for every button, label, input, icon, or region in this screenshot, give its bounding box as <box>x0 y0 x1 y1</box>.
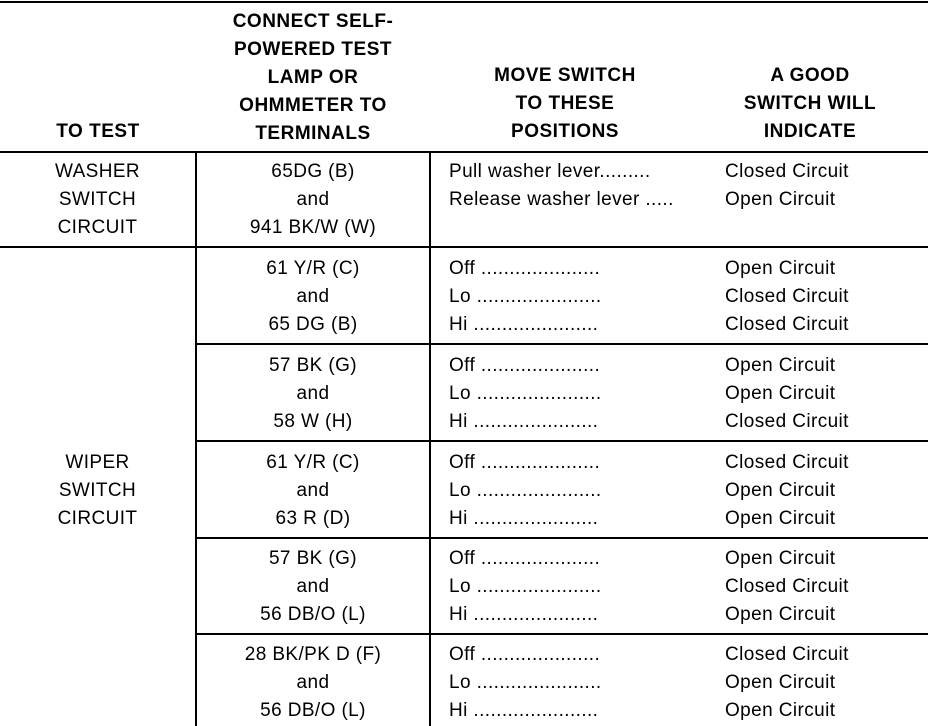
header-move <box>470 62 660 146</box>
terminal-text: and <box>296 383 330 404</box>
position-text: Lo ...................... <box>449 672 602 693</box>
terminal-text: 56 DB/O (L) <box>260 604 366 625</box>
wiper-terminals <box>197 352 429 436</box>
header-to-test-text: TO TEST <box>56 121 140 142</box>
terminal-text: and <box>296 286 330 307</box>
column-divider <box>429 151 431 726</box>
row-rule <box>195 343 928 345</box>
terminal-text: 58 W (H) <box>273 411 353 432</box>
row-rule <box>195 537 928 539</box>
wiper-positions <box>449 545 725 629</box>
result-text: Open Circuit <box>725 383 836 404</box>
position-text: Pull washer lever......... <box>449 161 651 182</box>
wiper-results <box>725 255 925 339</box>
position-text: Lo ...................... <box>449 480 602 501</box>
header-indicate <box>710 62 910 146</box>
result-text: Closed Circuit <box>725 161 849 182</box>
terminal-text: 941 BK/W (W) <box>249 217 377 238</box>
washer-positions <box>449 158 725 214</box>
wiper-results <box>725 449 925 533</box>
wiper-positions <box>449 641 725 725</box>
header-indicate-line: A GOOD <box>770 65 850 86</box>
header-connect-line: LAMP OR <box>267 67 359 88</box>
wiper-label-line: WIPER <box>65 452 130 473</box>
position-text: Lo ...................... <box>449 383 602 404</box>
washer-terminals <box>197 158 429 242</box>
wiper-terminals <box>197 449 429 533</box>
wiper-positions <box>449 352 725 436</box>
result-text: Open Circuit <box>725 355 836 376</box>
position-text: Hi ...................... <box>449 604 599 625</box>
header-move-line: POSITIONS <box>511 121 619 142</box>
wiper-terminals <box>197 255 429 339</box>
header-indicate-line: SWITCH WILL <box>743 93 877 114</box>
wiper-label-line: SWITCH <box>58 480 137 501</box>
row-rule <box>195 633 928 635</box>
wiper-positions <box>449 449 725 533</box>
result-text: Open Circuit <box>725 548 836 569</box>
header-connect <box>198 8 428 148</box>
position-text: Off ..................... <box>449 548 601 569</box>
wiper-results <box>725 545 925 629</box>
washer-label-line: SWITCH <box>58 189 137 210</box>
wiper-label-line: CIRCUIT <box>57 508 138 529</box>
terminal-text: and <box>296 480 330 501</box>
position-text: Release washer lever ..... <box>449 189 674 210</box>
header-move-line: TO THESE <box>515 93 615 114</box>
result-text: Open Circuit <box>725 604 836 625</box>
terminal-text: 61 Y/R (C) <box>266 258 360 279</box>
row-rule <box>0 246 928 248</box>
header-move-line: MOVE SWITCH <box>494 65 636 86</box>
terminal-text: 65 DG (B) <box>268 314 358 335</box>
terminal-text: 57 BK (G) <box>268 548 358 569</box>
result-text: Closed Circuit <box>725 286 849 307</box>
position-text: Hi ...................... <box>449 508 599 529</box>
position-text: Lo ...................... <box>449 576 602 597</box>
header-connect-line: TERMINALS <box>255 123 371 144</box>
position-text: Hi ...................... <box>449 314 599 335</box>
washer-label-line: CIRCUIT <box>57 217 138 238</box>
terminal-text: and <box>296 576 330 597</box>
wiper-terminals <box>197 545 429 629</box>
header-connect-line: CONNECT SELF- <box>232 11 394 32</box>
position-text: Lo ...................... <box>449 286 602 307</box>
header-connect-line: OHMMETER TO <box>239 95 387 116</box>
position-text: Off ..................... <box>449 258 601 279</box>
terminal-text: and <box>296 672 330 693</box>
result-text: Closed Circuit <box>725 314 849 335</box>
wiper-positions <box>449 255 725 339</box>
result-text: Open Circuit <box>725 189 836 210</box>
terminal-text: 57 BK (G) <box>268 355 358 376</box>
washer-results <box>725 158 925 214</box>
result-text: Closed Circuit <box>725 411 849 432</box>
wiper-results <box>725 352 925 436</box>
position-text: Off ..................... <box>449 452 601 473</box>
position-text: Hi ...................... <box>449 700 599 721</box>
terminal-text: 65DG (B) <box>271 161 355 182</box>
result-text: Open Circuit <box>725 672 836 693</box>
wiper-label <box>0 449 195 533</box>
position-text: Hi ...................... <box>449 411 599 432</box>
position-text: Off ..................... <box>449 644 601 665</box>
result-text: Closed Circuit <box>725 644 849 665</box>
washer-label-line: WASHER <box>54 161 141 182</box>
terminal-text: 63 R (D) <box>275 508 351 529</box>
header-rule <box>0 151 928 153</box>
result-text: Open Circuit <box>725 508 836 529</box>
row-rule <box>195 440 928 442</box>
result-text: Open Circuit <box>725 480 836 501</box>
washer-label <box>0 158 195 242</box>
terminal-text: 56 DB/O (L) <box>260 700 366 721</box>
result-text: Open Circuit <box>725 258 836 279</box>
result-text: Open Circuit <box>725 700 836 721</box>
header-connect-line: POWERED TEST <box>233 39 392 60</box>
result-text: Closed Circuit <box>725 576 849 597</box>
header-to-test <box>18 118 178 146</box>
terminal-text: and <box>296 189 330 210</box>
wiper-terminals <box>197 641 429 725</box>
terminal-text: 28 BK/PK D (F) <box>244 644 382 665</box>
top-rule <box>0 1 928 3</box>
position-text: Off ..................... <box>449 355 601 376</box>
header-indicate-line: INDICATE <box>763 121 857 142</box>
terminal-text: 61 Y/R (C) <box>266 452 360 473</box>
wiper-results <box>725 641 925 725</box>
result-text: Closed Circuit <box>725 452 849 473</box>
